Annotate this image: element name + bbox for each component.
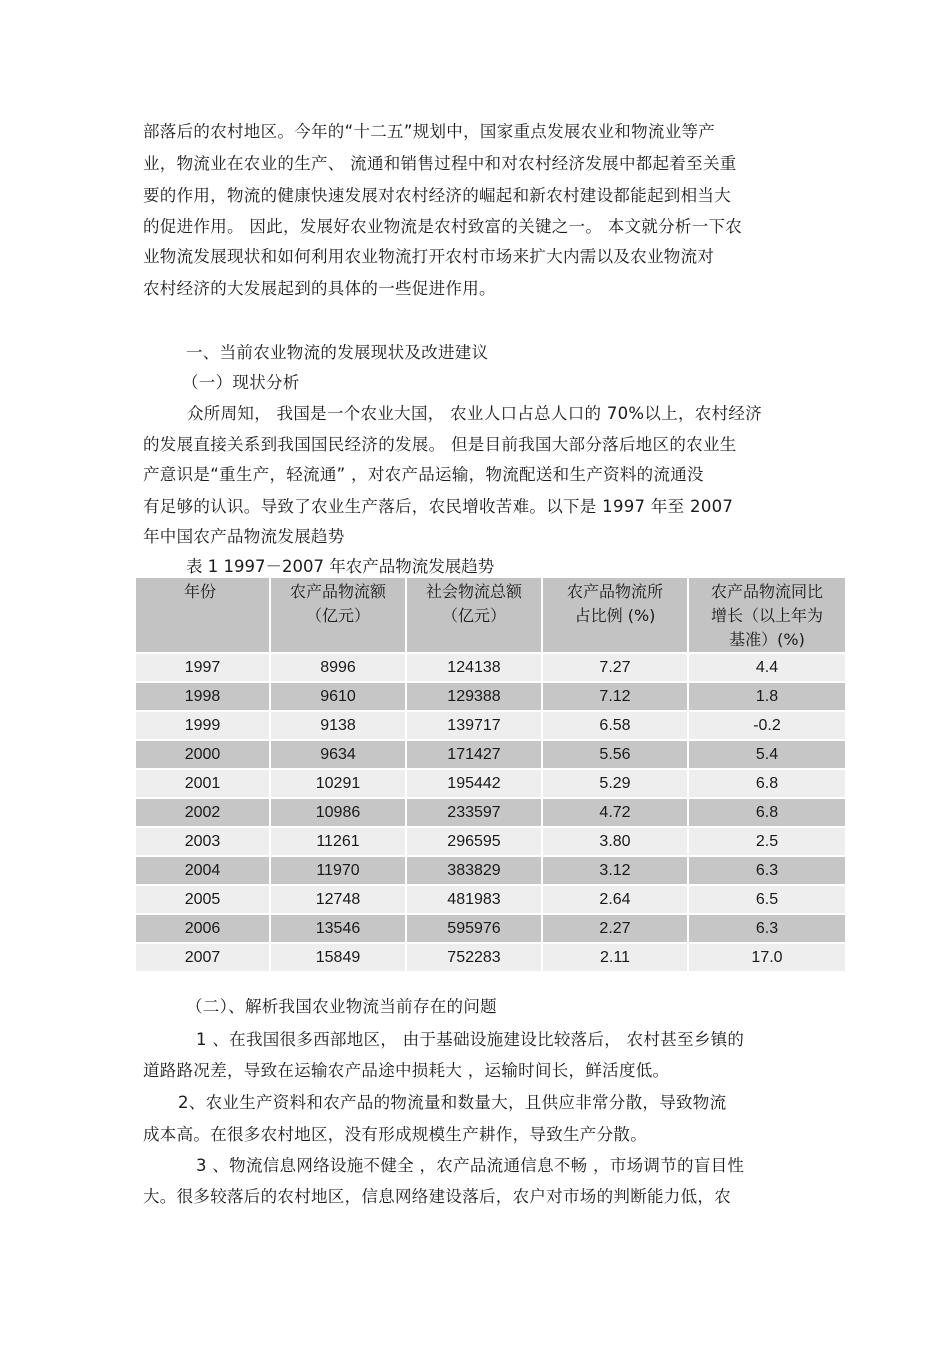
cell-social: 139717 <box>406 711 542 740</box>
cell-growth: 6.5 <box>688 885 846 914</box>
logistics-table <box>136 578 847 973</box>
cell-social: 383829 <box>406 856 542 885</box>
text-line: 众所周知， 我国是一个农业大国， 农业人口占总人口的 70%以上，农村经济 <box>187 404 763 423</box>
cell-growth: 2.5 <box>688 827 846 856</box>
table-row <box>136 885 846 914</box>
cell-growth: -0.2 <box>688 711 846 740</box>
cell-social: 481983 <box>406 885 542 914</box>
cell-agri: 10291 <box>270 769 406 798</box>
header-agri-logistics: 农产品物流额 （亿元） <box>270 578 406 653</box>
cell-social: 129388 <box>406 682 542 711</box>
cell-year: 2005 <box>136 885 270 914</box>
cell-social: 171427 <box>406 740 542 769</box>
cell-year: 1997 <box>136 653 270 682</box>
header-social-logistics: 社会物流总额 （亿元） <box>406 578 542 653</box>
cell-social: 595976 <box>406 914 542 943</box>
table-row <box>136 740 846 769</box>
cell-agri: 9634 <box>270 740 406 769</box>
cell-share: 5.29 <box>542 769 688 798</box>
cell-agri: 11970 <box>270 856 406 885</box>
text-line: 产意识是“重生产，轻流通” ，对农产品运输，物流配送和生产资料的流通没 <box>143 465 704 484</box>
subsection-heading: （二）、解析我国农业物流当前存在的问题 <box>186 997 497 1016</box>
cell-agri: 10986 <box>270 798 406 827</box>
text-line: 的促进作用。 因此，发展好农业物流是农村致富的关键之一。 本文就分析一下农 <box>143 217 743 236</box>
table-header-row <box>136 578 846 653</box>
table-row <box>136 711 846 740</box>
cell-social: 233597 <box>406 798 542 827</box>
cell-agri: 9610 <box>270 682 406 711</box>
text-line: 3 、物流信息网络设施不健全 ，农产品流通信息不畅 ，市场调节的盲目性 <box>196 1156 745 1175</box>
cell-growth: 6.8 <box>688 769 846 798</box>
table-row <box>136 943 846 972</box>
cell-year: 2007 <box>136 943 270 972</box>
cell-year: 2000 <box>136 740 270 769</box>
text-line: 大。很多较落后的农村地区，信息网络建设落后，农户对市场的判断能力低，农 <box>143 1187 731 1206</box>
cell-share: 7.12 <box>542 682 688 711</box>
cell-growth: 6.8 <box>688 798 846 827</box>
table-row <box>136 682 846 711</box>
table-row <box>136 653 846 682</box>
table-caption: 表 1 1997－2007 年农产品物流发展趋势 <box>186 557 495 576</box>
cell-year: 2001 <box>136 769 270 798</box>
text-line: 业物流发展现状和如何利用农业物流打开农村市场来扩大内需以及农业物流对 <box>143 247 715 266</box>
text-line: 道路路况差，导致在运输农产品途中损耗大 ，运输时间长，鲜活度低。 <box>143 1061 670 1080</box>
cell-year: 1998 <box>136 682 270 711</box>
cell-social: 296595 <box>406 827 542 856</box>
header-year: 年份 <box>136 578 270 653</box>
cell-share: 4.72 <box>542 798 688 827</box>
cell-share: 5.56 <box>542 740 688 769</box>
cell-share: 6.58 <box>542 711 688 740</box>
text-line: 农村经济的大发展起到的具体的一些促进作用。 <box>143 279 496 298</box>
cell-agri: 9138 <box>270 711 406 740</box>
cell-growth: 1.8 <box>688 682 846 711</box>
table-row <box>136 914 846 943</box>
cell-share: 3.12 <box>542 856 688 885</box>
text-line: 年中国农产品物流发展趋势 <box>143 527 345 546</box>
section-heading: 一、当前农业物流的发展现状及改进建议 <box>186 343 489 362</box>
text-line: 成本高。在很多农村地区，没有形成规模生产耕作，导致生产分散。 <box>143 1125 647 1144</box>
cell-share: 7.27 <box>542 653 688 682</box>
cell-year: 1999 <box>136 711 270 740</box>
subsection-heading: （一）现状分析 <box>182 373 300 392</box>
cell-share: 2.11 <box>542 943 688 972</box>
cell-growth: 6.3 <box>688 856 846 885</box>
text-line: 的发展直接关系到我国国民经济的发展。 但是目前我国大部分落后地区的农业生 <box>143 435 737 454</box>
cell-growth: 4.4 <box>688 653 846 682</box>
cell-agri: 11261 <box>270 827 406 856</box>
cell-share: 2.27 <box>542 914 688 943</box>
cell-social: 195442 <box>406 769 542 798</box>
cell-social: 752283 <box>406 943 542 972</box>
cell-agri: 15849 <box>270 943 406 972</box>
cell-year: 2006 <box>136 914 270 943</box>
cell-social: 124138 <box>406 653 542 682</box>
text-line: 2、农业生产资料和农产品的物流量和数量大，且供应非常分散，导致物流 <box>178 1093 727 1112</box>
text-line: 要的作用，物流的健康快速发展对农村经济的崛起和新农村建设都能起到相当大 <box>143 186 731 205</box>
text-line: 有足够的认识。导致了农业生产落后，农民增收苦难。以下是 1997 年至 2007 <box>143 497 734 516</box>
cell-agri: 12748 <box>270 885 406 914</box>
table-row <box>136 798 846 827</box>
cell-growth: 17.0 <box>688 943 846 972</box>
cell-year: 2004 <box>136 856 270 885</box>
text-line: 业，物流业在农业的生产、 流通和销售过程中和对农村经济发展中都起着至关重 <box>143 154 737 173</box>
header-share: 农产品物流所 占比例 (%) <box>542 578 688 653</box>
text-line: 1 、在我国很多西部地区， 由于基础设施建设比较落后， 农村甚至乡镇的 <box>196 1030 745 1049</box>
cell-share: 3.80 <box>542 827 688 856</box>
header-growth: 农产品物流同比 增长（以上年为 基准）(%) <box>688 578 846 653</box>
cell-growth: 5.4 <box>688 740 846 769</box>
cell-year: 2002 <box>136 798 270 827</box>
cell-agri: 13546 <box>270 914 406 943</box>
text-line: 部落后的农村地区。今年的“十二五”规划中，国家重点发展农业和物流业等产 <box>143 122 716 141</box>
table-row <box>136 769 846 798</box>
cell-year: 2003 <box>136 827 270 856</box>
table-row <box>136 827 846 856</box>
cell-agri: 8996 <box>270 653 406 682</box>
cell-share: 2.64 <box>542 885 688 914</box>
table-row <box>136 856 846 885</box>
cell-growth: 6.3 <box>688 914 846 943</box>
